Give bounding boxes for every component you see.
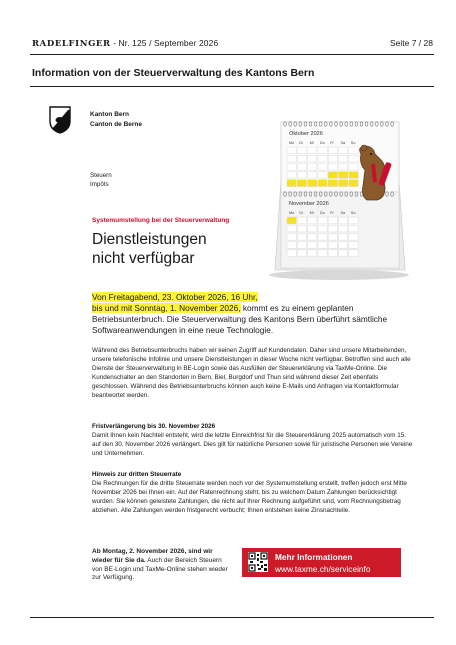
calendar-weekday: Mi [309,141,314,145]
reopening-text: Auch der Bereich Steuern von BE-Login und TaxMe-Online stehen wieder zur Verfügung. [92,556,228,582]
calendar-cell [308,155,317,162]
calendar-cell [339,217,348,224]
calendar-cell [297,155,306,162]
calendar-cell [339,155,348,162]
calendar-cell [339,242,348,249]
calendar-weekday: Mo [289,211,295,215]
calendar-weekday: Fr [330,141,334,145]
calendar-cell [308,242,317,249]
calendar-cell [349,225,358,232]
calendar-cell [297,217,306,224]
calendar-cell [308,250,317,257]
calendar-cell [349,172,358,179]
reopening-date: Ab Montag, 2. November 2026, sind wir wieder für Sie da. [92,548,213,564]
calendar-cell [297,180,306,187]
calendar-weekday: Di [299,211,303,215]
calendar-cell [339,147,348,154]
calendar-cell [349,163,358,170]
calendar-cell [297,147,306,154]
calendar-cell [318,172,327,179]
more-info-link[interactable]: www.taxme.ch/serviceinfo [275,564,371,574]
svg-text:!: ! [381,165,386,181]
calendar-weekday: So [350,141,356,145]
section-tax-rate-heading: Hinweis zur dritten Steuerrate [92,471,182,478]
calendar-cell [297,163,306,170]
calendar-cell [318,217,327,224]
calendar-cell [287,147,296,154]
calendar-cell [318,233,327,240]
canton-line-de: Kanton Bern [90,111,129,118]
calendar-cell [339,180,348,187]
section-extension-heading: Fristverlängerung bis 30. November 2026 [92,423,216,430]
calendar-cell [297,250,306,257]
calendar-cell [349,180,358,187]
masthead [32,38,218,49]
calendar-weekday: Mo [289,141,295,145]
canton-line-fr: Canton de Berne [90,120,143,128]
lead-text: kommt es zu einem geplanten Betriebsunterbruch. Die Steuerverwaltung des Kantons Bern überführt sämtliche Softwareanwendungen in eine neue Technologie. [92,303,388,335]
calendar-cell [328,250,337,257]
lead-highlight-end: bis und mit Sonntag, 1. November 2026, [92,303,241,313]
calendar-cell [297,172,306,179]
calendar-cell [349,250,358,257]
calendar-weekday: Mi [309,211,314,215]
calendar-cell [308,163,317,170]
calendar-cell [328,233,337,240]
calendar-cell [339,250,348,257]
calendar-cell [349,233,358,240]
body-paragraph-1: Während des Betriebsunterbruchs haben wir keinen Zugriff auf Kundendaten. Daher sind unsere Mitarbeitenden, unsere telefonische Infolinie und unsere Dienstleistungen in dieser Woche nicht verfügbar. Betroffen sind auch alle Dienste der Steuerverwaltung in BE-Login sowie das Ausfüllen der Steuererklärung via TaxMe-Online. Die Kundenschalter an den Standorten in Bern, Biel, Burgdorf und Thun sind während dieser Zeit ebenfalls geschlossen. Während des Betriebsunterbruchs können auch keine E-Mails und Anfragen via Kontaktformular beantwortet werden. [92,347,411,399]
calendar-cell [287,242,296,249]
calendar-cell [349,147,358,154]
department-name [90,171,112,189]
calendar-cell [308,217,317,224]
issue-info: - Nr. 125 / September 2026 [113,38,219,48]
section-extension [92,423,414,459]
calendar-cell [318,242,327,249]
qr-code-icon [248,552,268,572]
section-extension-text: Damit Ihnen kein Nachteil entsteht, wird die letzte Einreichfrist für die Steuererklärung 2025 automatisch vom 15. auf den 30. November 2026 verlängert. Dies gilt für natürliche Personen sowie für juristische Personen wie Vereine und Unternehmen. [92,431,413,457]
calendar-cell [339,233,348,240]
calendar-cell [287,250,296,257]
newsletter-brand: RADELFINGER [32,39,111,49]
calendar-cell [328,163,337,170]
calendar-cell [339,172,348,179]
article-headline [92,230,207,268]
calendar-weekday: So [350,211,356,215]
calendar-cell [297,242,306,249]
lead-paragraph [92,292,422,336]
calendar-cell [318,180,327,187]
calendar-cell [287,180,296,187]
calendar-month-november: November 2026 [289,201,329,207]
calendar-cell [339,225,348,232]
calendar-cell [287,172,296,179]
more-info-box[interactable] [242,548,401,577]
calendar-cell [308,180,317,187]
page-title: Information von der Steuerverwaltung des Kantons Bern [32,67,315,79]
calendar-cell [339,163,348,170]
calendar-weekday: Sa [340,211,346,215]
canton-name [90,110,142,129]
department-line-de: Steuern [90,172,112,179]
calendar-cell [308,147,317,154]
calendar-cell [349,217,358,224]
more-info-title: Mehr Informationen [275,552,353,562]
calendar-cell [328,155,337,162]
calendar-cell [328,180,337,187]
calendar-cell [297,225,306,232]
page-number: Seite 7 / 28 [389,38,433,48]
calendar-cell [297,233,306,240]
calendar-weekday: Sa [340,141,346,145]
desk-calendar-illustration [269,104,411,281]
reopening-note [92,548,232,583]
calendar-cell [349,242,358,249]
calendar-cell [349,155,358,162]
calendar-cell [328,225,337,232]
headline-line-2: nicht verfügbar [92,250,195,267]
calendar-cell [318,163,327,170]
calendar-cell [287,155,296,162]
article-kicker: Systemumstellung bei der Steuerverwaltung [92,217,230,224]
calendar-weekday: Do [319,211,325,215]
calendar-weekday: Do [319,141,325,145]
calendar-weekday: Di [299,141,303,145]
calendar-cell [308,172,317,179]
calendar-cell [328,172,337,179]
lead-highlight-start: Von Freitagabend, 23. Oktober 2026, 16 Uhr, [92,292,258,302]
department-line-fr: Impôts [90,181,109,188]
header-rule [30,54,434,55]
headline-line-1: Dienstleistungen [92,231,207,248]
calendar-cell [318,155,327,162]
calendar-weekday: Fr [330,211,334,215]
calendar-cell [328,147,337,154]
title-rule [30,86,434,87]
section-tax-rate-text: Die Rechnungen für die dritte Steuerrate werden noch vor der Systemumstellung erstellt, treffen jedoch erst Mitte November 2026 bei Ihnen ein. Auf der Ratenrechnung steht, bis zu welchem Datum Zahlungen berücksichtigt wurden. Sie können geleistete Zahlungen, die nicht auf Ihrer Rechnung aufgeführt sind, vom Rechnungsbetrag abziehen. Alle Zahlungen werden fristgerecht verbucht; Ihnen entstehen keine Zinsnachteile. [92,479,407,514]
calendar-cell [318,147,327,154]
calendar-cell [318,250,327,257]
calendar-cell [287,225,296,232]
calendar-month-october: Oktober 2026 [289,131,323,137]
calendar-cell [328,217,337,224]
calendar-cell [287,233,296,240]
calendar-cell [308,233,317,240]
footer-rule [30,617,434,618]
section-tax-rate [92,471,414,516]
calendar-cell [287,217,296,224]
calendar-cell [308,225,317,232]
calendar-cell [287,163,296,170]
calendar-cell [318,225,327,232]
canton-bern-logo-icon [49,106,71,134]
calendar-cell [328,242,337,249]
